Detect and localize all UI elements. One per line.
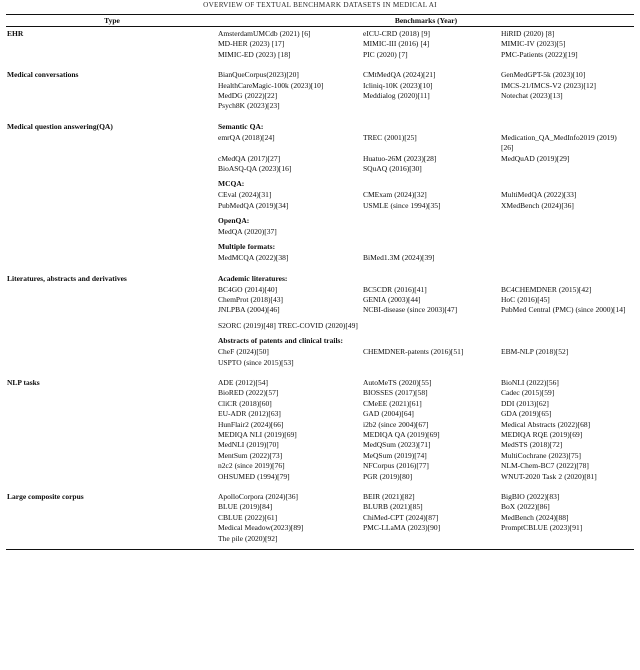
benchmark-cell (363, 358, 501, 368)
benchmark-cell: BioASQ-QA (2023)[16] (218, 163, 292, 173)
table-row (6, 242, 634, 253)
table-bottom-rule (6, 550, 634, 551)
table-row (6, 164, 634, 174)
benchmark-cell: MedNLI (2019)[70] (218, 440, 279, 450)
benchmark-cell: MedMCQA (2022)[38] (218, 253, 289, 263)
row-type-label (6, 440, 218, 450)
benchmark-cell: XMedBench (2024)[36] (501, 200, 574, 210)
table-row (6, 81, 634, 91)
row-type-label (6, 295, 218, 305)
benchmark-cell: AmsterdamUMCdb (2021) [6] (218, 29, 311, 38)
table-body (6, 15, 634, 551)
row-type-label (6, 190, 218, 200)
benchmark-cell: Medical Meadow(2023)[89] (218, 523, 304, 533)
benchmark-cell: MedDG (2022)[22] (218, 91, 278, 101)
benchmark-cell: WNUT-2020 Task 2 (2020)[81] (501, 471, 597, 481)
benchmark-cell: CMeEE (2021)[61] (363, 398, 422, 408)
benchmark-cell: MedQSum (2023)[71] (363, 440, 431, 450)
table-row (6, 430, 634, 440)
rule-cell (6, 550, 634, 551)
benchmark-cell: CHEMDNER-patents (2016)[51] (363, 347, 464, 357)
table-row (6, 285, 634, 295)
benchmark-cell (501, 101, 634, 111)
benchmark-cell: MedQA (2020)[37] (218, 227, 277, 236)
row-spacer (6, 482, 634, 490)
table-row (6, 201, 634, 211)
table-row (6, 347, 634, 357)
table-row (6, 472, 634, 482)
benchmark-cell (363, 101, 501, 111)
table-row (6, 358, 634, 368)
benchmark-cell: BianQueCorpus(2023)[20] (218, 70, 299, 80)
header-type: Type (104, 16, 120, 25)
benchmark-cell: BoX (2022)[86] (501, 502, 550, 512)
row-type-label: EHR (7, 29, 24, 38)
benchmark-cell: MD-HER (2023) [17] (218, 39, 285, 49)
benchmark-cell: ApolloCorpora (2024)[36] (218, 492, 298, 502)
benchmark-cell: NLM-Chem-BC7 (2022)[78] (501, 461, 589, 471)
table-row (6, 227, 634, 237)
benchmark-cell: SQuAQ (2016)[30] (363, 163, 422, 173)
benchmark-cell: MEDIQA NLI (2019)[69] (218, 430, 297, 439)
benchmark-cell: IMCS-21/IMCS-V2 (2023)[12] (501, 80, 596, 90)
table-row (6, 120, 634, 133)
benchmark-cell: ADE (2012)[54] (218, 377, 268, 387)
benchmark-cell: BEIR (2021)[82] (363, 492, 415, 502)
benchmark-cell: TREC (2001)[25] (363, 132, 417, 142)
benchmark-cell: ChemProt (2018)[43] (218, 295, 283, 305)
row-type-label: Medical question answering(QA) (7, 121, 113, 131)
group-subheading-text: OpenQA: (218, 216, 250, 226)
table-row (6, 461, 634, 471)
table-header-row (6, 15, 634, 27)
table-row (6, 523, 634, 533)
table-row (6, 376, 634, 388)
benchmark-cell: BioNLI (2022)[56] (501, 377, 559, 387)
row-type-label (6, 201, 218, 211)
benchmark-cell: CheF (2024)[50] (218, 347, 269, 357)
benchmark-cell: BC4CHEMDNER (2015)[42] (501, 284, 592, 294)
group-subheading (218, 242, 634, 253)
row-type-label (6, 50, 218, 60)
benchmark-cell: MEDIQA RQE (2019)[69] (501, 430, 583, 439)
row-type-label (6, 81, 218, 91)
benchmark-cell: MentSum (2022)[73] (218, 450, 283, 460)
benchmark-cell: CliCR (2018)[60] (218, 398, 272, 408)
header-benchmarks: Benchmarks (Year) (394, 16, 458, 25)
benchmark-cell: BIOSSES (2017)[58] (363, 388, 428, 398)
benchmark-cell: MEDIQA QA (2019)[69] (363, 430, 440, 439)
benchmark-cell: eICU-CRD (2018) [9] (363, 29, 431, 38)
table-row (6, 502, 634, 512)
row-type-label (6, 216, 218, 227)
row-type-label (6, 253, 218, 263)
table-row (6, 154, 634, 164)
benchmark-cell: MedSTS (2018)[72] (501, 440, 563, 450)
group-subheading (218, 120, 634, 133)
row-type-label (6, 336, 218, 347)
table-row (6, 388, 634, 398)
row-type-label (6, 502, 218, 512)
row-type-label (6, 101, 218, 111)
benchmark-cell: GDA (2019)[65] (501, 409, 552, 419)
benchmark-cell-wide: S2ORC (2019)[48] TREC-COVID (2020)[49] (218, 320, 358, 330)
group-subheading-text: MCQA: (218, 179, 245, 189)
benchmark-cell: EU-ADR (2012)[63] (218, 409, 281, 419)
row-type-label (6, 321, 218, 331)
table-row (6, 440, 634, 450)
group-subheading (218, 179, 634, 190)
benchmark-cell (501, 164, 634, 174)
table-row (6, 399, 634, 409)
benchmark-cell: HealthCareMagic-100k (2023)[10] (218, 80, 324, 90)
benchmark-cell: n2c2 (since 2019)[76] (218, 461, 285, 471)
row-type-label (6, 451, 218, 461)
row-type-label (6, 133, 218, 154)
benchmark-cell: PromptCBLUE (2023)[91] (501, 523, 583, 533)
row-spacer (6, 368, 634, 376)
group-subheading-text: Academic literatures: (218, 273, 288, 283)
row-type-label (6, 154, 218, 164)
benchmark-cell: BLURB (2021)[85] (363, 502, 423, 512)
row-spacer (6, 264, 634, 272)
benchmark-cell: The pile (2020)[92] (218, 533, 278, 543)
benchmark-cell: AutoMeTS (2020)[55] (363, 377, 432, 387)
benchmark-cell: MIMIC-IV (2023)[5] (501, 39, 566, 49)
benchmark-cell: HoC (2016)[45] (501, 295, 550, 305)
benchmark-cell: BiMed1.3M (2024)[39] (363, 253, 435, 263)
benchmark-cell: MIMIC-III (2016) [4] (363, 39, 430, 49)
table-row (6, 490, 634, 502)
benchmark-cell: Cadec (2015)[59] (501, 388, 555, 398)
benchmark-cell: CMtMedQA (2024)[21] (363, 70, 436, 80)
benchmark-cell: Meddialog (2020)[11] (363, 91, 430, 101)
row-type-label (6, 472, 218, 482)
row-type-label (6, 461, 218, 471)
table-row (6, 336, 634, 347)
group-subheading (218, 216, 634, 227)
spacer-cell (6, 368, 634, 376)
benchmark-cell: PMC-LLaMA (2023)[90] (363, 523, 441, 533)
benchmark-cell: NFCorpus (2016)[77] (363, 461, 429, 471)
spacer-cell (6, 482, 634, 490)
row-type-label (6, 347, 218, 357)
table-row (6, 101, 634, 111)
row-type-label (6, 285, 218, 295)
row-type-label (6, 305, 218, 315)
row-type-label: Literatures, abstracts and derivatives (7, 273, 127, 283)
benchmark-cell: Notechat (2023)[13] (501, 91, 563, 101)
row-type-label: NLP tasks (7, 377, 40, 387)
table-row (6, 295, 634, 305)
benchmark-cell: PMC-Patients (2022)[19] (501, 49, 578, 59)
benchmark-cell: BLUE (2019)[84] (218, 502, 273, 512)
table-row (6, 133, 634, 154)
table-row (6, 91, 634, 101)
benchmark-cell: PGR (2019)[80] (363, 471, 413, 481)
table-row (6, 272, 634, 285)
group-subheading-text: Semantic QA: (218, 121, 264, 131)
row-type-label (6, 39, 218, 49)
table-row (6, 50, 634, 60)
group-subheading (218, 272, 634, 285)
benchmark-cell: BC4GO (2014)[40] (218, 284, 278, 294)
row-type-label (6, 242, 218, 253)
table-row (6, 420, 634, 430)
benchmark-cell: BigBIO (2022)[83] (501, 492, 560, 502)
group-subheading-text: Abstracts of patents and clinical trails: (218, 336, 343, 346)
table-row (6, 190, 634, 200)
row-type-label (6, 91, 218, 101)
row-type-label (6, 399, 218, 409)
row-type-label (6, 227, 218, 237)
table-row (6, 305, 634, 315)
table-row (6, 68, 634, 80)
group-subheading (218, 336, 634, 347)
benchmark-cell: JNLPBA (2004)[46] (218, 305, 280, 315)
benchmark-cell: Icliniq-10K (2023)[10] (363, 80, 433, 90)
row-type-label: Medical conversations (7, 70, 79, 80)
spacer-cell (6, 60, 634, 68)
benchmark-cell: DDI (2013)[62] (501, 398, 549, 408)
benchmark-cell: USMLE (since 1994)[35] (363, 200, 441, 210)
table-row (6, 409, 634, 419)
row-type-label (6, 388, 218, 398)
benchmark-cell (501, 358, 634, 368)
row-spacer (6, 60, 634, 68)
benchmark-cell: ChiMed-CPT (2024)[87] (363, 512, 439, 522)
table-row (6, 179, 634, 190)
row-type-label (6, 430, 218, 440)
row-type-label: Large composite corpus (7, 492, 84, 502)
benchmark-cell (501, 227, 634, 237)
row-type-label (6, 164, 218, 174)
benchmark-cell: PIC (2020) [7] (363, 49, 408, 59)
group-subheading-text: Multiple formats: (218, 242, 276, 252)
table-row (6, 534, 634, 544)
benchmark-cell: BC5CDR (2016)[41] (363, 284, 427, 294)
benchmark-cell: NCBI-disease (since 2003)[47] (363, 305, 458, 315)
row-type-label (6, 409, 218, 419)
benchmark-cell (501, 534, 634, 544)
table-row (6, 253, 634, 263)
benchmark-cell (363, 534, 501, 544)
row-type-label (6, 534, 218, 544)
benchmark-cell (501, 321, 634, 331)
benchmark-table (6, 14, 634, 550)
row-type-label (6, 179, 218, 190)
benchmark-cell: MedBench (2024)[88] (501, 512, 569, 522)
table-row (6, 451, 634, 461)
benchmark-cell: HunFlair2 (2024)[66] (218, 419, 284, 429)
benchmark-cell: HiRID (2020) [8] (501, 29, 555, 38)
table-row (6, 27, 634, 39)
spacer-cell (6, 112, 634, 120)
row-type-label (6, 358, 218, 368)
benchmark-cell: MeQSum (2019)[74] (363, 450, 427, 460)
row-spacer (6, 112, 634, 120)
benchmark-cell: CEval (2024)[31] (218, 190, 272, 200)
table-row (6, 39, 634, 49)
benchmark-cell (363, 227, 501, 237)
benchmark-cell: USPTO (since 2015)[53] (218, 357, 294, 367)
benchmark-cell: MultiMedQA (2022)[33] (501, 190, 577, 200)
benchmark-cell: CMExam (2024)[32] (363, 190, 427, 200)
row-type-label (6, 513, 218, 523)
benchmark-cell (501, 253, 634, 263)
benchmark-cell: Medical Abstracts (2022)[68] (501, 419, 591, 429)
benchmark-cell: GenMedGPT-5k (2023)[10] (501, 70, 586, 80)
benchmark-cell: CBLUE (2022)[61] (218, 512, 278, 522)
benchmark-cell: MIMIC-ED (2023) [18] (218, 49, 291, 59)
table-row (6, 216, 634, 227)
row-type-label (6, 523, 218, 533)
spacer-cell (6, 264, 634, 272)
benchmark-cell: Psych8K (2023)[23] (218, 101, 280, 111)
benchmark-cell: Medication_QA_MedInfo2019 (2019)[26] (501, 132, 617, 153)
benchmark-cell: GENIA (2003)[44] (363, 295, 421, 305)
benchmark-cell: MultiCochrane (2023)[75] (501, 450, 581, 460)
benchmark-cell: emrQA (2018)[24] (218, 132, 275, 142)
table-caption: OVERVIEW OF TEXTUAL BENCHMARK DATASETS IN MEDICAL AI (203, 1, 437, 9)
benchmark-cell: i2b2 (since 2004)[67] (363, 419, 429, 429)
table-row (6, 513, 634, 523)
benchmark-cell: Huatuo-26M (2023)[28] (363, 153, 437, 163)
benchmark-cell: PubMed Central (PMC) (since 2000)[14] (501, 305, 626, 315)
benchmark-cell: MedQuAD (2019)[29] (501, 153, 570, 163)
benchmark-cell: EBM-NLP (2018)[52] (501, 347, 569, 357)
benchmark-cell: OHSUMED (1994)[79] (218, 471, 290, 481)
row-type-label (6, 420, 218, 430)
benchmark-cell: cMedQA (2017)[27] (218, 153, 281, 163)
benchmark-cell: GAD (2004)[64] (363, 409, 414, 419)
benchmark-cell: PubMedQA (2019)[34] (218, 200, 289, 210)
benchmark-cell: BioRED (2022)[57] (218, 388, 279, 398)
table-row (6, 321, 634, 331)
